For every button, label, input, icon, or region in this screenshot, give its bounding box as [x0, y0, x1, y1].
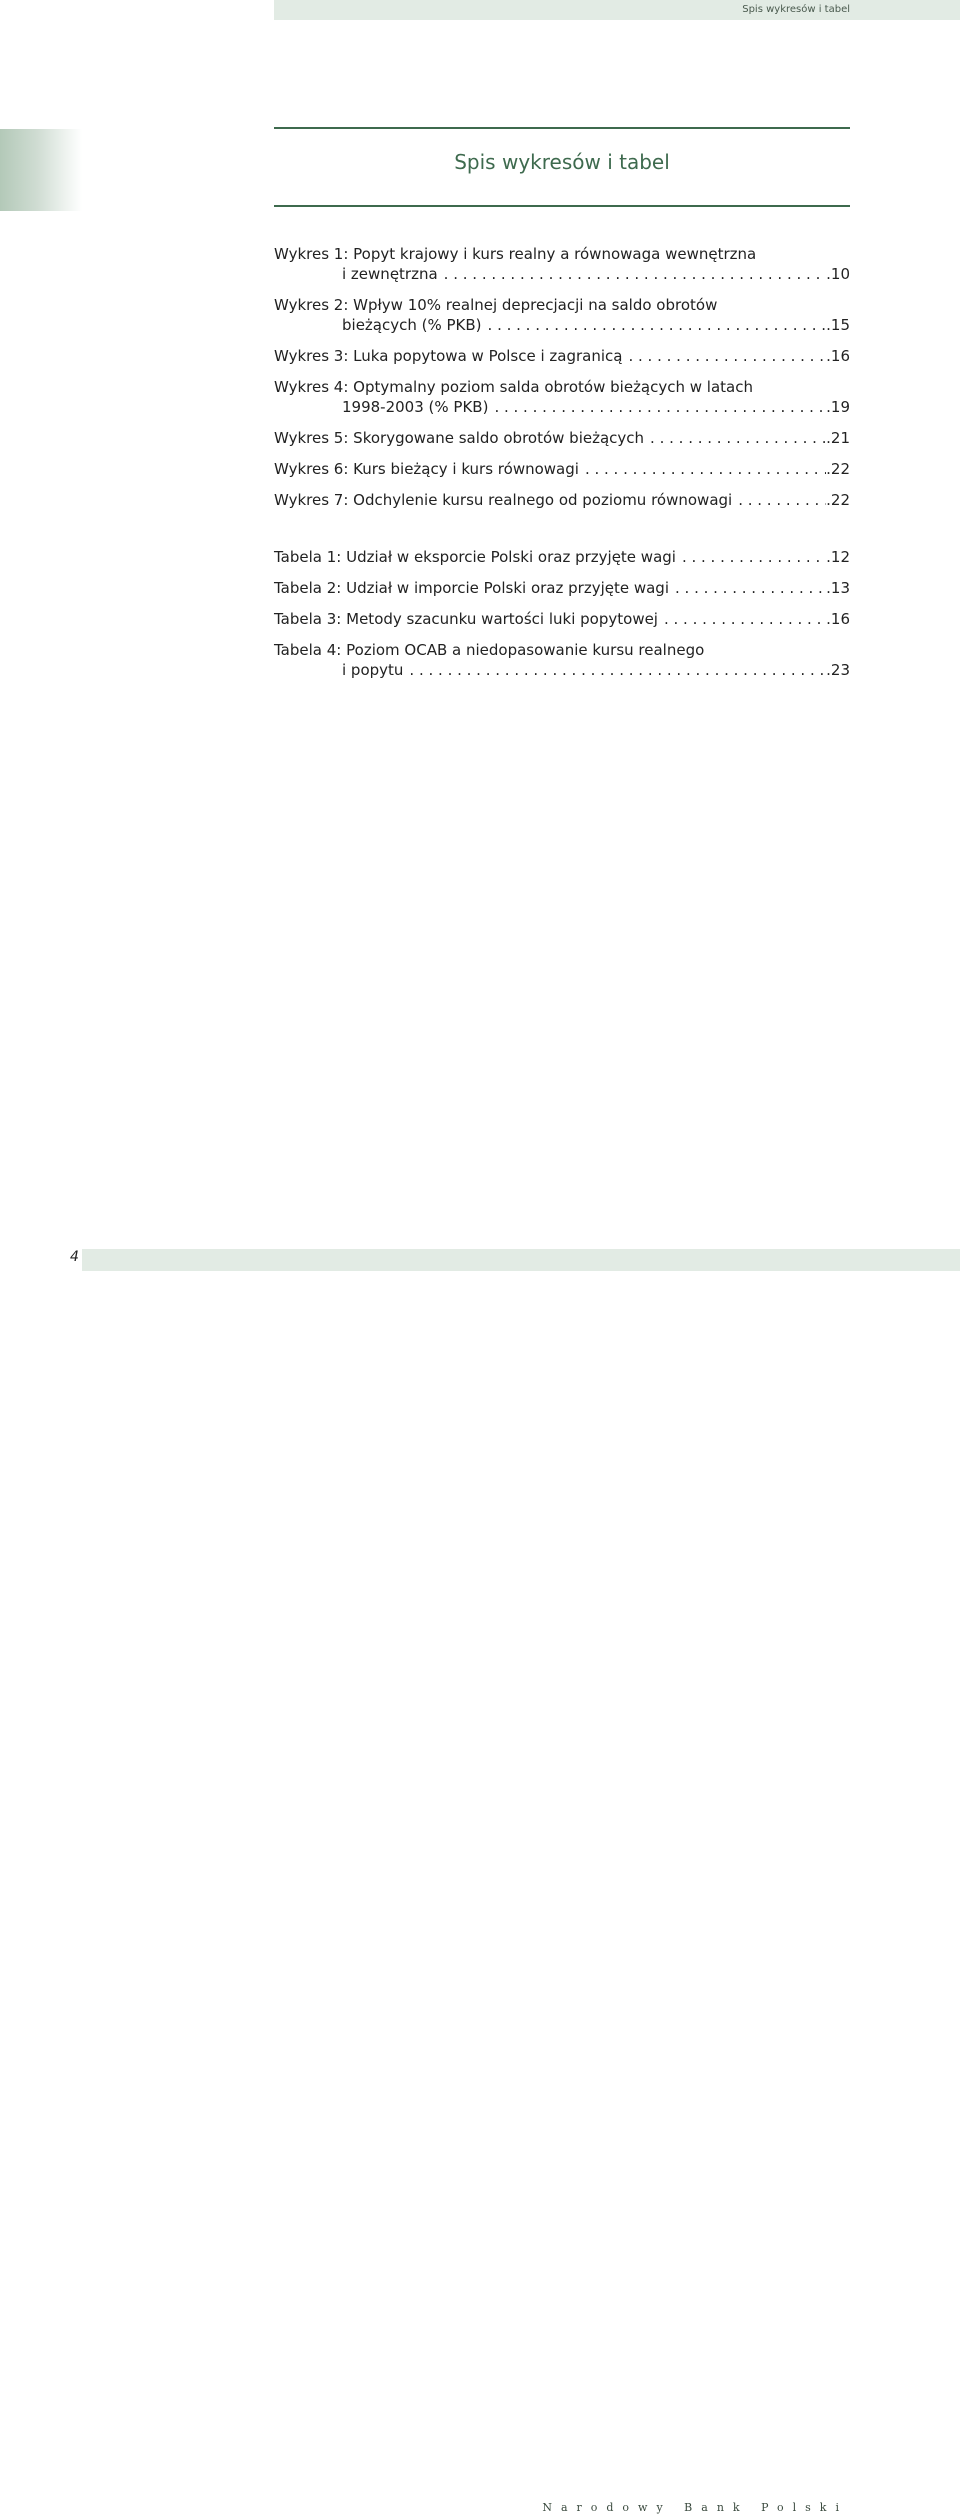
toc-entry-label: Wykres 1: [274, 245, 349, 263]
toc-entry[interactable] [274, 346, 850, 366]
toc-entry-label: Tabela 3: [274, 610, 342, 628]
side-gradient-block [0, 129, 82, 211]
leader-dots [644, 428, 826, 448]
toc-page-number: .15 [826, 316, 850, 334]
toc-entry-title: Optymalny poziom salda obrotów bieżących w latach [353, 378, 753, 396]
toc-entry-title: 1998-2003 (% PKB) [342, 398, 489, 416]
leader-dots [658, 609, 826, 629]
toc-entry-label: Wykres 3: [274, 347, 349, 365]
toc-page-number: .23 [826, 661, 850, 679]
toc-entry-title: i zewnętrzna [342, 265, 438, 283]
toc-entry-label: Tabela 1: [274, 548, 342, 566]
toc-entry[interactable] [274, 428, 850, 448]
toc-entry[interactable] [274, 377, 850, 417]
toc-page-number: .16 [826, 610, 850, 628]
toc-entry-title: Udział w imporcie Polski oraz przyjęte wagi [346, 579, 669, 597]
running-header: Spis wykresów i tabel [742, 4, 850, 15]
toc-entry[interactable] [274, 244, 850, 284]
toc-entry-label: Wykres 7: [274, 491, 349, 509]
toc-entry[interactable] [274, 609, 850, 629]
toc-entry[interactable] [274, 640, 850, 680]
toc-entry-title: bieżących (% PKB) [342, 316, 482, 334]
toc-page-number: .22 [826, 460, 850, 478]
toc-entry[interactable] [274, 295, 850, 335]
leader-dots [403, 660, 826, 680]
leader-dots [622, 346, 826, 366]
page-title: Spis wykresów i tabel [454, 150, 670, 174]
toc-entry-label: Wykres 5: [274, 429, 349, 447]
toc-page-number: .22 [826, 491, 850, 509]
toc-entry-label: Wykres 6: [274, 460, 349, 478]
toc-entry-label: Wykres 4: [274, 378, 349, 396]
leader-dots [438, 264, 826, 284]
toc-page-number: .10 [826, 265, 850, 283]
toc-page-number: .12 [826, 548, 850, 566]
publisher-name: Narodowy Bank Polski [542, 2501, 848, 2514]
header-bar [274, 0, 960, 20]
toc-entry-title: Luka popytowa w Polsce i zagranicą [353, 347, 623, 365]
leader-dots [482, 315, 827, 335]
toc-page-number: .13 [826, 579, 850, 597]
toc-entry-title: Odchylenie kursu realnego od poziomu równowagi [353, 491, 733, 509]
charts-list [274, 244, 850, 510]
toc-entry-title: Poziom OCAB a niedopasowanie kursu realnego [346, 641, 705, 659]
toc-entry[interactable] [274, 547, 850, 567]
toc-entry-title: Wpływ 10% realnej deprecjacji na saldo obrotów [353, 296, 718, 314]
toc-entry-title: Popyt krajowy i kurs realny a równowaga wewnętrzna [353, 245, 757, 263]
toc-entry-title: Kurs bieżący i kurs równowagi [353, 460, 579, 478]
toc-entry-title: Metody szacunku wartości luki popytowej [346, 610, 658, 628]
title-bottom-rule [274, 205, 850, 207]
title-top-rule [274, 127, 850, 129]
toc-entry-title: Skorygowane saldo obrotów bieżących [353, 429, 645, 447]
tables-list [274, 547, 850, 680]
toc-entry-label: Wykres 2: [274, 296, 349, 314]
leader-dots [676, 547, 826, 567]
toc-entry-title: Udział w eksporcie Polski oraz przyjęte wagi [346, 548, 676, 566]
footer-bar [82, 1249, 960, 2514]
toc-page-number: .16 [826, 347, 850, 365]
page-number: 4 [70, 1249, 79, 1265]
toc-entry[interactable] [274, 578, 850, 598]
leader-dots [488, 397, 826, 417]
leader-dots [579, 459, 826, 479]
toc-page-number: .21 [826, 429, 850, 447]
toc-entry[interactable] [274, 459, 850, 479]
toc-entry-label: Tabela 2: [274, 579, 342, 597]
toc-page-number: .19 [826, 398, 850, 416]
toc-entry[interactable] [274, 490, 850, 510]
leader-dots [732, 490, 826, 510]
toc-entry-title: i popytu [342, 661, 404, 679]
leader-dots [669, 578, 826, 598]
toc-entry-label: Tabela 4: [274, 641, 342, 659]
